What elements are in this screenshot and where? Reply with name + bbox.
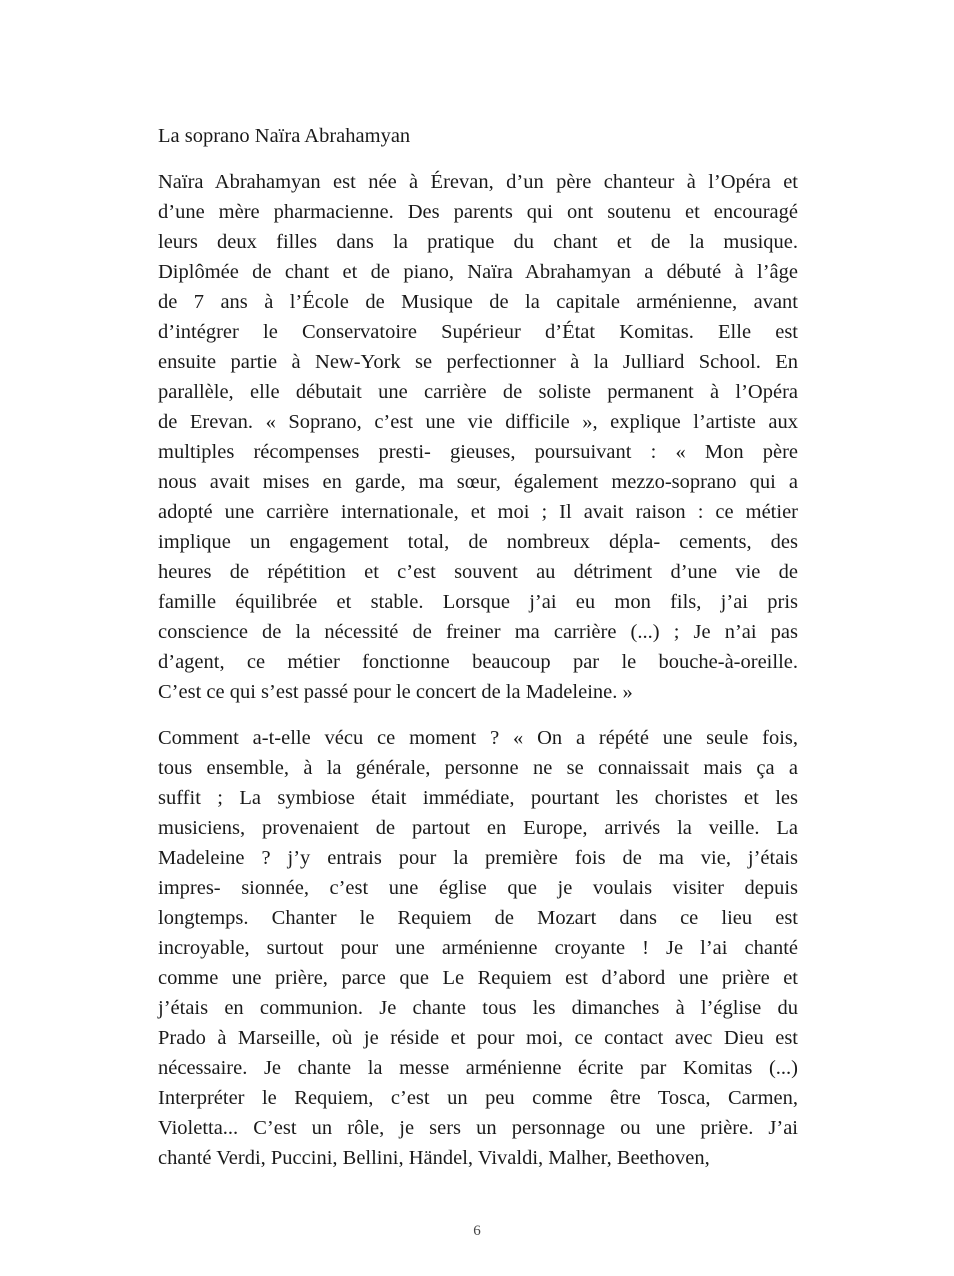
text-line: j’étais en communion. Je chante tous les dimanches à l’église du: [158, 997, 798, 1019]
text-line: parallèle, elle débutait une carrière de soliste permanent à l’Opéra: [158, 381, 798, 403]
text-line: heures de répétition et c’est souvent au détriment d’une vie de: [158, 561, 798, 583]
text-line: multiples récompenses presti- gieuses, poursuivant : « Mon père: [158, 441, 798, 463]
text-line: Violetta... C’est un rôle, je sers un personnage ou une prière. J’ai: [158, 1117, 798, 1139]
text-line: musiciens, provenaient de partout en Europe, arrivés la veille. La: [158, 817, 798, 839]
text-line: Comment a-t-elle vécu ce moment ? « On a répété une seule fois,: [158, 727, 798, 749]
text-line: tous ensemble, à la générale, personne ne se connaissait mais ça a: [158, 757, 798, 779]
text-line: nécessaire. Je chante la messe arménienne écrite par Komitas (...): [158, 1057, 798, 1079]
text-line: comme une prière, parce que Le Requiem est d’abord une prière et: [158, 967, 798, 989]
text-line: ensuite partie à New-York se perfectionner à la Julliard School. En: [158, 351, 798, 373]
text-line: de 7 ans à l’École de Musique de la capitale arménienne, avant: [158, 291, 798, 313]
text-line: d’intégrer le Conservatoire Supérieur d’État Komitas. Elle est: [158, 321, 798, 343]
text-line: C’est ce qui s’est passé pour le concert de la Madeleine. »: [158, 681, 633, 703]
text-line: Interpréter le Requiem, c’est un peu comme être Tosca, Carmen,: [158, 1087, 798, 1109]
paragraph-2: [158, 723, 798, 1173]
text-line: incroyable, surtout pour une arménienne croyante ! Je l’ai chanté: [158, 937, 798, 959]
text-line: Diplômée de chant et de piano, Naïra Abrahamyan a débuté à l’âge: [158, 261, 798, 283]
text-line: leurs deux filles dans la pratique du chant et de la musique.: [158, 231, 798, 253]
page-number: 6: [473, 1223, 481, 1239]
text-line: chanté Verdi, Puccini, Bellini, Händel, Vivaldi, Malher, Beethoven,: [158, 1147, 710, 1169]
text-line: de Erevan. « Soprano, c’est une vie difficile », explique l’artiste aux: [158, 411, 798, 433]
text-line: Prado à Marseille, où je réside et pour moi, ce contact avec Dieu est: [158, 1027, 798, 1049]
text-line: conscience de la nécessité de freiner ma carrière (...) ; Je n’ai pas: [158, 621, 798, 643]
text-line: longtemps. Chanter le Requiem de Mozart dans ce lieu est: [158, 907, 798, 929]
text-line: Madeleine ? j’y entrais pour la première fois de ma vie, j’étais: [158, 847, 798, 869]
text-line: d’une mère pharmacienne. Des parents qui ont soutenu et encouragé: [158, 201, 798, 223]
text-line: famille équilibrée et stable. Lorsque j’ai eu mon fils, j’ai pris: [158, 591, 798, 613]
paragraph-1: [158, 167, 798, 707]
text-line: impres- sionnée, c’est une église que je voulais visiter depuis: [158, 877, 798, 899]
article-title: La soprano Naïra Abrahamyan: [158, 125, 411, 147]
text-line: suffit ; La symbiose était immédiate, pourtant les choristes et les: [158, 787, 798, 809]
text-line: implique un engagement total, de nombreux dépla- cements, des: [158, 531, 798, 553]
text-line: Naïra Abrahamyan est née à Érevan, d’un père chanteur à l’Opéra et: [158, 171, 798, 193]
text-line: d’agent, ce métier fonctionne beaucoup par le bouche-à-oreille.: [158, 651, 798, 673]
text-line: adopté une carrière internationale, et moi ; Il avait raison : ce métier: [158, 501, 798, 523]
text-line: nous avait mises en garde, ma sœur, également mezzo-soprano qui a: [158, 471, 798, 493]
